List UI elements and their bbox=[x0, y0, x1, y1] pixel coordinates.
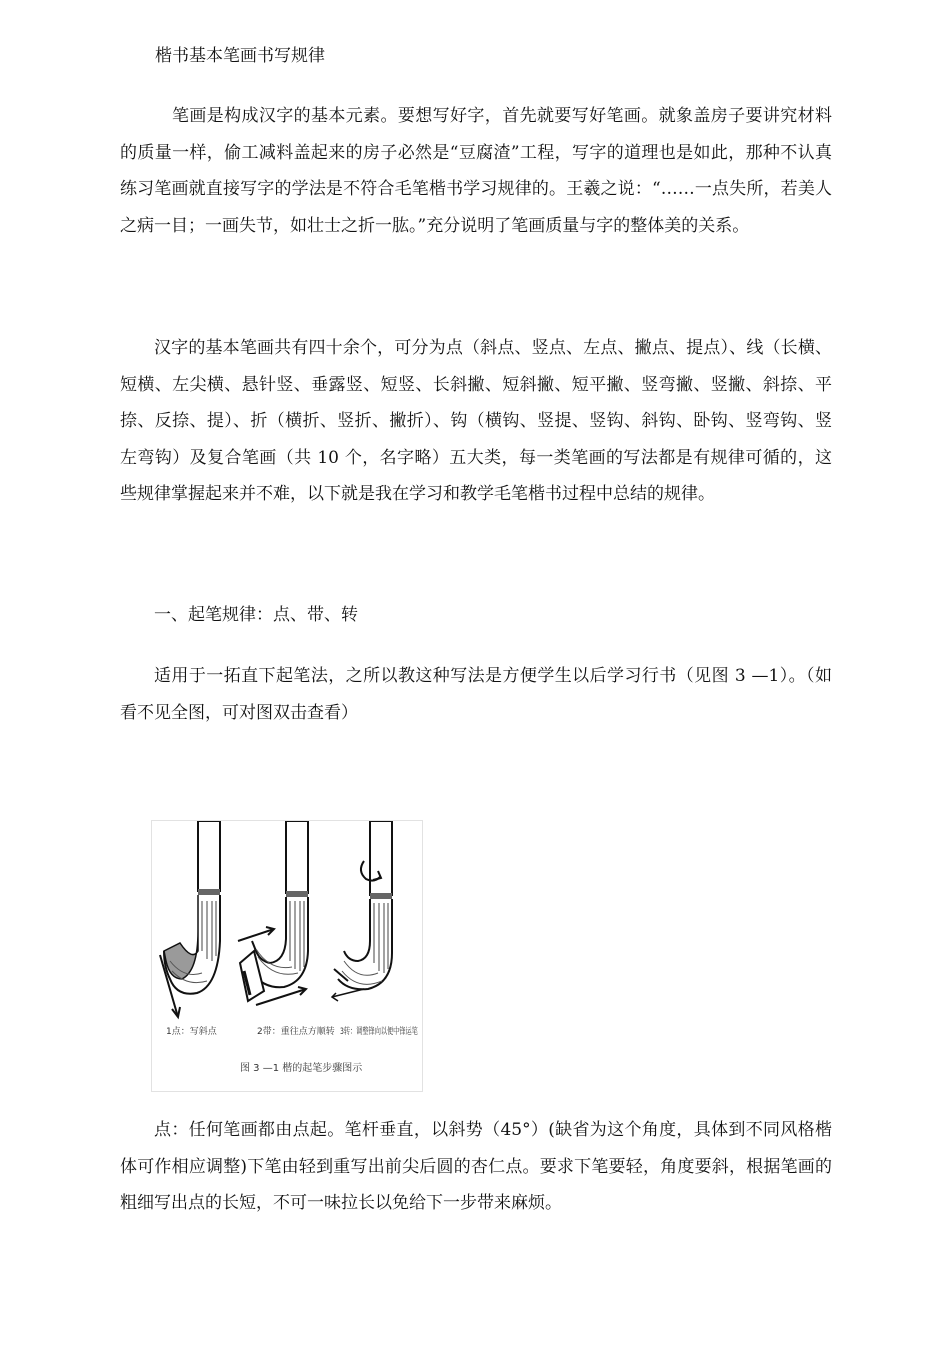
paragraph-intro: 笔画是构成汉字的基本元素。要想写好字，首先就要写好笔画。就象盖房子要讲究材料的质量一样，偷工减料盖起来的房子必然是“豆腐渣”工程，写字的道理也是如此，那种不认真练习笔画就直接写字的学法是不符合毛笔楷书学习规律的。王羲之说：“……一点失所，若美人之病一目；一画失节，如壮士之折一肱。”充分说明了笔画质量与字的整体美的关系。 bbox=[120, 106, 832, 236]
figure-caption: 图 3 —1 楷的起笔步骤图示 bbox=[240, 1063, 363, 1074]
figure-step-label-2: 2带：重往点方顺转 bbox=[257, 1027, 335, 1037]
brush-step-2-drawing bbox=[238, 821, 308, 1005]
figure-step-label-3: 3转：调整锋向以便中锋运笔 bbox=[340, 1027, 418, 1037]
brush-step-3-drawing bbox=[332, 821, 392, 1001]
document-title: 楷书基本笔画书写规律 bbox=[155, 46, 325, 66]
figure-step-label-1: 1点：写斜点 bbox=[166, 1027, 217, 1037]
brush-step-1-drawing bbox=[160, 821, 220, 1017]
paragraph-stroke-categories: 汉字的基本笔画共有四十余个，可分为点（斜点、竖点、左点、撇点、提点）、线（长横、短横、左尖横、悬针竖、垂露竖、短竖、长斜撇、短斜撇、短平撇、竖弯撇、竖撇、斜捺、平捺、反捺、提）、折（横折、竖折、撇折）、钩（横钩、竖提、竖钩、斜钩、卧钩、竖弯钩、竖左弯钩）及复合笔画（共 10 个，名字略）五大类，每一类笔画的写法都是有规律可循的，这些规律掌握起来并不难，以下就是我在学习和教学毛笔楷书过程中总结的规律。 bbox=[120, 338, 832, 504]
brush-steps-illustration bbox=[152, 821, 422, 1091]
paragraph-start-stroke-method: 适用于一拓直下起笔法，之所以教这种写法是方便学生以后学习行书（见图 3 —1）。（如看不见全图，可对图双击查看） bbox=[120, 666, 832, 723]
paragraph-point-description: 点：任何笔画都由点起。笔杆垂直，以斜势（45°）(缺省为这个角度，具体到不同风格楷体可作相应调整)下笔由轻到重写出前尖后圆的杏仁点。要求下笔要轻，角度要斜，根据笔画的粗细写出点的长短，不可一味拉长以免给下一步带来麻烦。 bbox=[120, 1120, 832, 1213]
figure-brush-start-steps bbox=[151, 820, 423, 1092]
section-heading-start-stroke: 一、起笔规律：点、带、转 bbox=[154, 605, 358, 625]
